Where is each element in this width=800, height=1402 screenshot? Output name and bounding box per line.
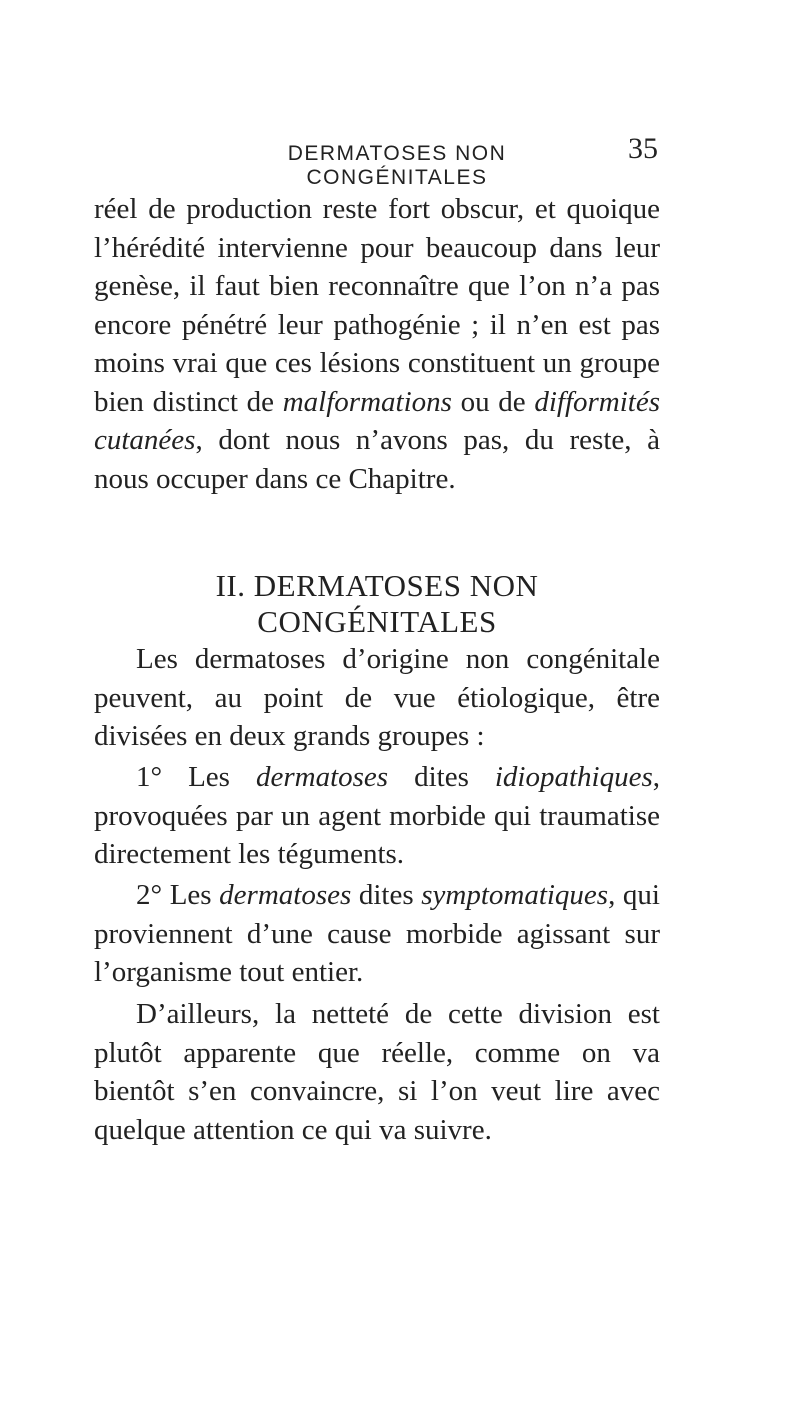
item-text: dites	[351, 879, 422, 911]
emphasis-term: dermatoses	[255, 761, 389, 793]
paragraph-text: ou de	[451, 385, 535, 418]
paragraph-intro: Les dermatoses d’origine non congénitale peuvent, au point de vue étiologique, être divisées en deux grands groupes :	[94, 643, 660, 752]
item-text: dites	[388, 761, 495, 793]
running-title: DERMATOSES NON CONGÉNITALES	[287, 142, 507, 189]
emphasis-term: idiopathiques	[494, 761, 653, 793]
item-text: , provoquées par un agent morbide qui traumatise directement les téguments.	[94, 761, 660, 870]
list-item	[94, 758, 660, 874]
item-text: , qui proviennent d’une cause morbide agissant sur l’organisme tout entier.	[94, 879, 660, 988]
page-number: 35	[628, 132, 658, 165]
emphasis-term: symptomatiques	[421, 879, 609, 911]
paragraph-closing: D’ailleurs, la netteté de cette division est plutôt apparente que réelle, comme on va bientôt s’en convaincre, si l’on veut lire avec quelque attention ce qui va suivre.	[94, 998, 660, 1146]
emphasis-term: difformités cutanées	[94, 385, 661, 456]
section-heading: II. DERMATOSES NON CONGÉNITALES	[215, 568, 539, 639]
paragraph-text: , dont nous n’avons pas, du reste, à nous occuper dans ce Chapitre.	[94, 424, 660, 495]
item-prefix: 1° Les	[136, 761, 256, 793]
emphasis-term: malformations	[282, 385, 452, 418]
item-prefix: 2° Les	[136, 879, 220, 911]
emphasis-term: dermatoses	[219, 879, 352, 911]
list-item	[94, 876, 660, 992]
paragraph-text: réel de production reste fort obscur, et quoique l’hérédité intervienne pour beaucoup dans leur genèse, il faut bien reconnaître que l’on n’a pas encore pénétré leur pathogénie ; il n’en est pas moins vrai que ces lésions constituent un groupe bien distinct de	[94, 193, 660, 418]
paragraph-continuation	[94, 190, 660, 498]
